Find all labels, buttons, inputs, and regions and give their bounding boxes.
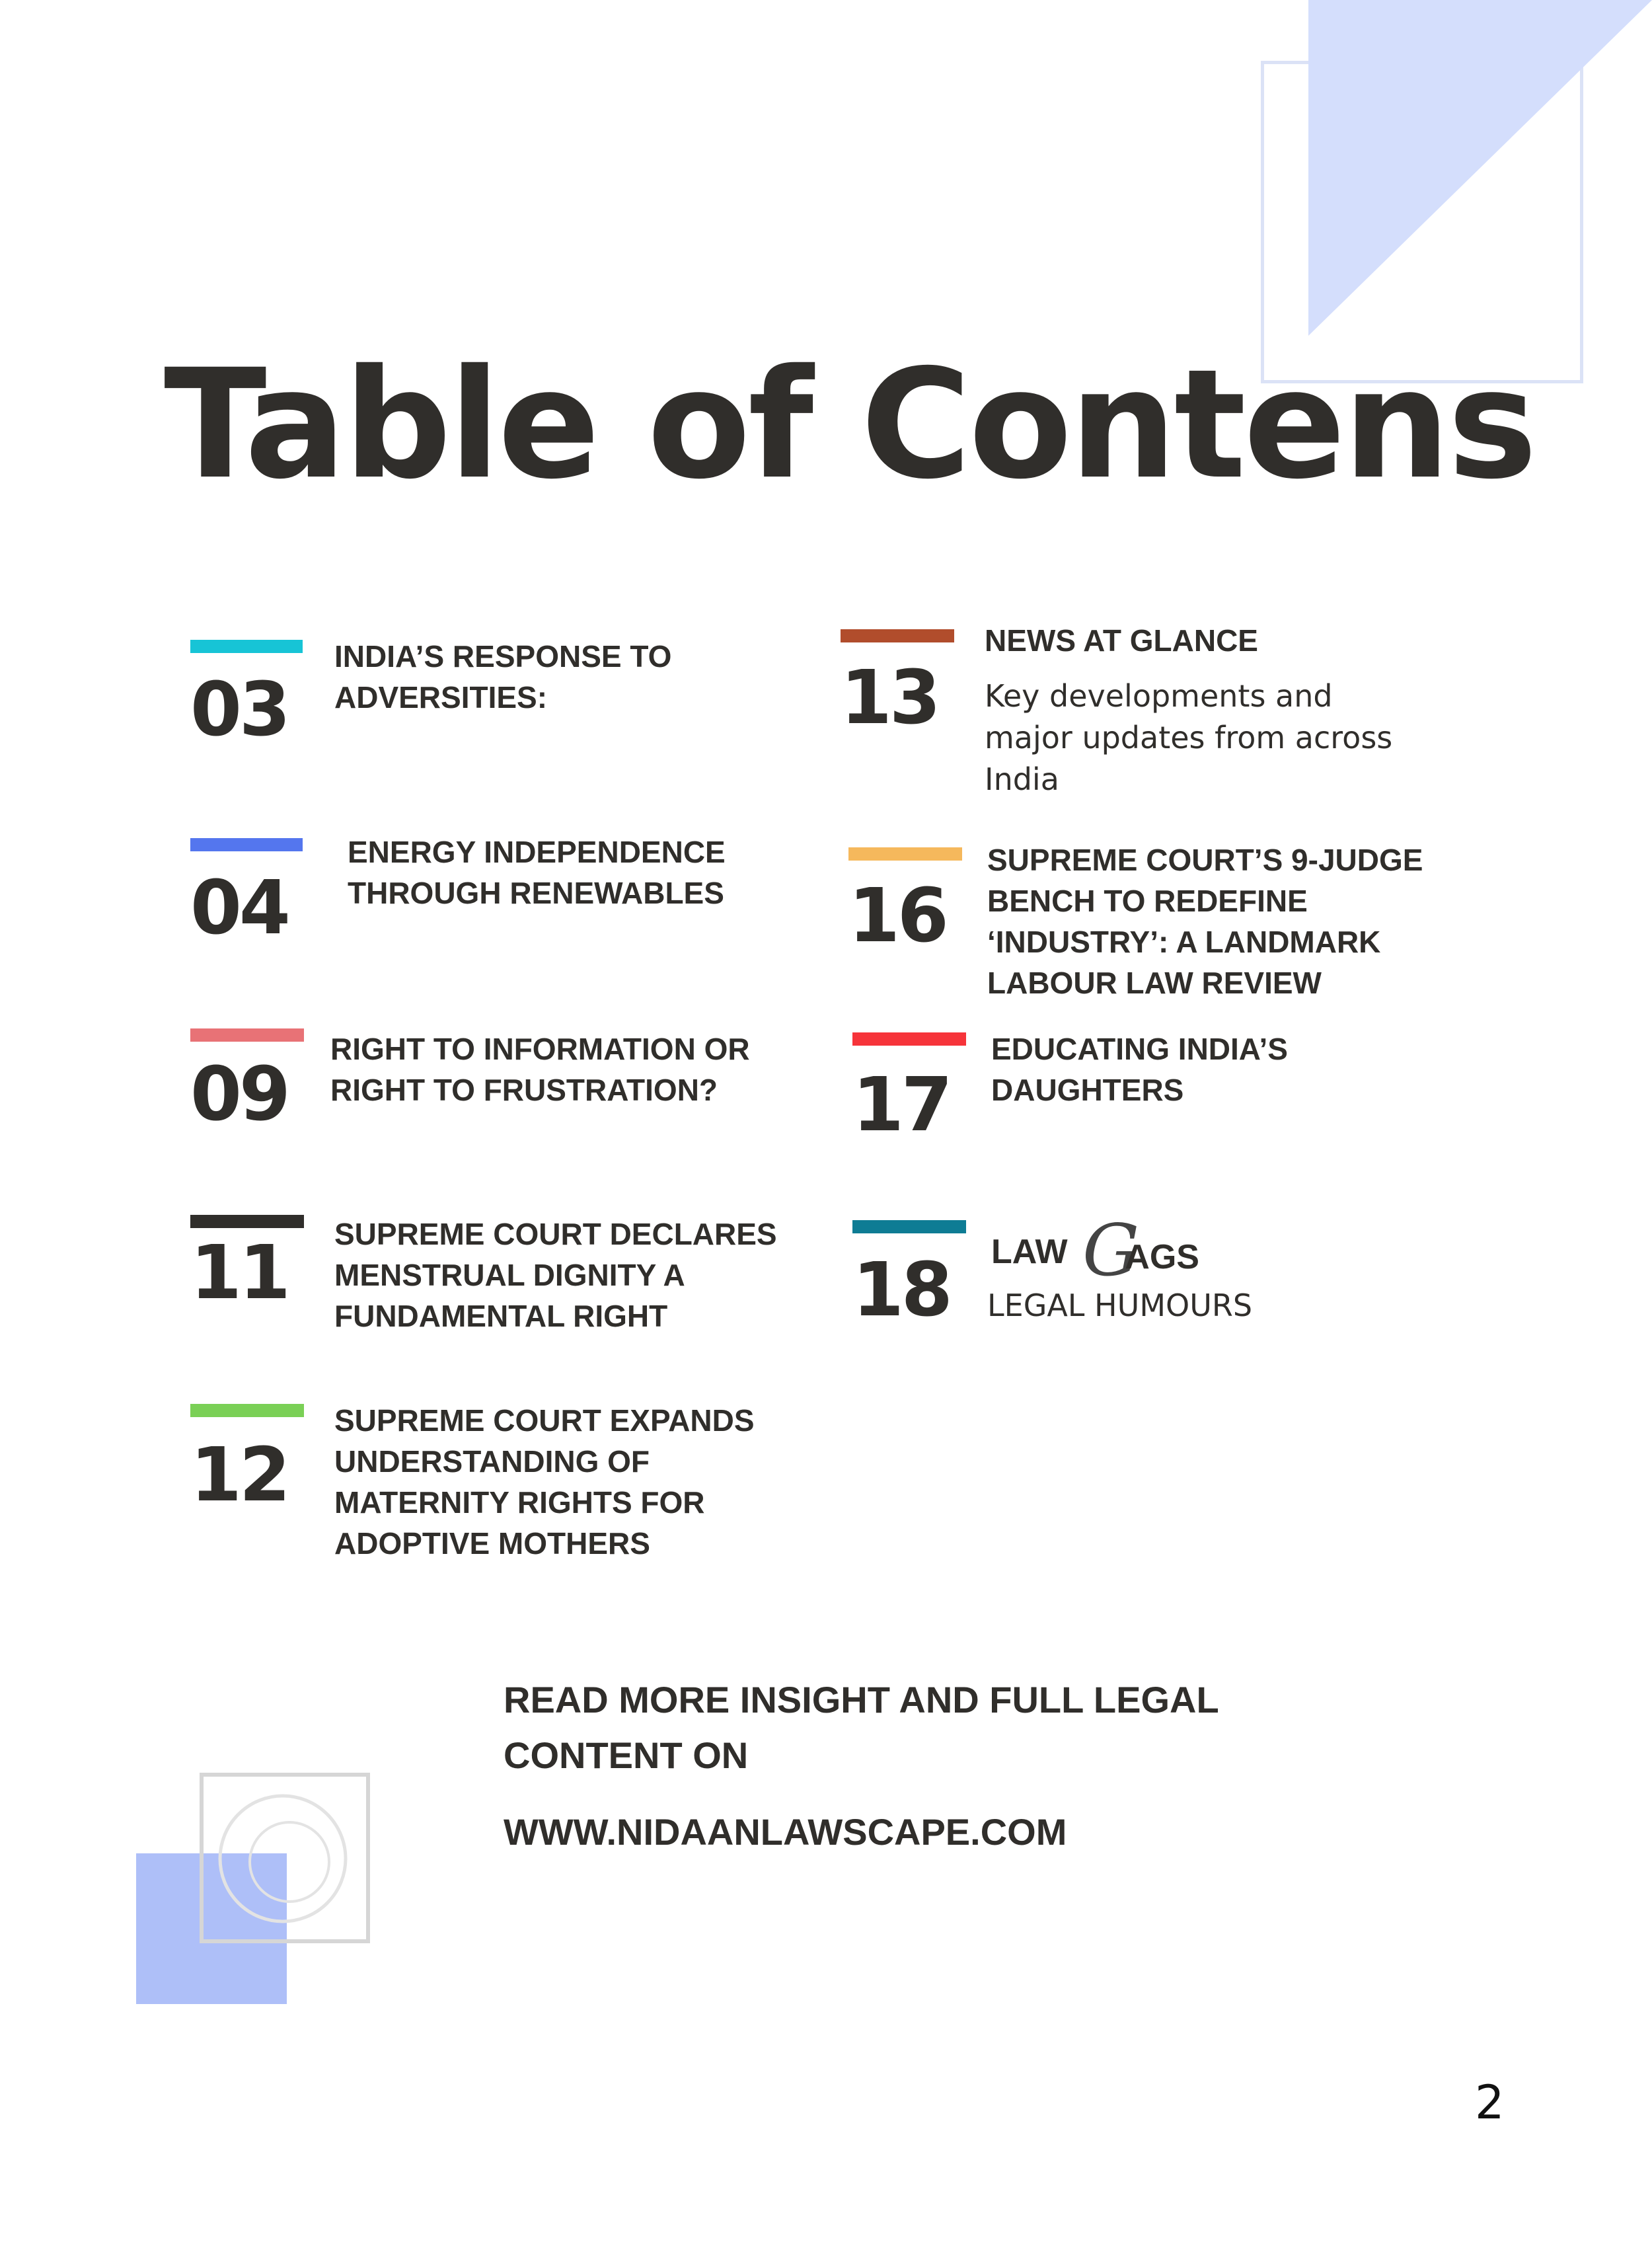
page-number: 2 [1475,2075,1505,2130]
logo-word-law: LAW [991,1233,1068,1271]
entry-number: 04 [190,865,288,951]
entry-number: 12 [190,1432,288,1518]
toc-entry[interactable] [841,623,1475,814]
color-bar [190,640,303,653]
color-bar [190,1404,304,1417]
entry-heading: ENERGY INDEPENDENCE THROUGH RENEWABLES [348,835,726,910]
footer-url[interactable]: WWW.NIDAANLAWSCAPE.COM [504,1811,1067,1853]
toc-entry[interactable] [190,1215,785,1360]
color-bar [190,1028,304,1042]
entry-heading: SUPREME COURT EXPANDS UNDERSTANDING OF MATERNITY RIGHTS FOR ADOPTIVE MOTHERS [334,1403,755,1561]
entry-heading: EDUCATING INDIA’S DAUGHTERS [991,1032,1288,1107]
toc-entry[interactable] [190,1028,785,1147]
law-gags-logo [991,1210,1199,1292]
color-bar [852,1032,966,1046]
color-bar [190,1215,304,1228]
entry-number: 03 [190,667,288,753]
decor-circle-rings [210,1786,356,1931]
entry-heading: SUPREME COURT DECLARES MENSTRUAL DIGNITY A FUNDAMENTAL RIGHT [334,1217,777,1333]
entry-description: Key developments and major updates from across India [985,678,1393,797]
decor-triangle [1308,0,1652,337]
entry-heading: SUPREME COURT’S 9-JUDGE BENCH TO REDEFINE ‘INDUSTRY’: A LANDMARK LABOUR LAW REVIEW [987,843,1423,1000]
toc-entry[interactable] [852,1210,1447,1352]
toc-entry[interactable] [852,1032,1447,1165]
color-bar [190,838,303,851]
footer-read-more: READ MORE INSIGHT AND FULL LEGAL CONTENT ON [504,1679,1219,1776]
entry-heading: INDIA’S RESPONSE TO ADVERSITIES: [334,639,672,715]
entry-number: 11 [190,1230,288,1316]
color-bar [841,629,954,642]
toc-entry[interactable] [848,843,1483,1019]
color-bar [852,1220,966,1233]
entry-description: LEGAL HUMOURS [987,1288,1253,1323]
logo-word-ags: AGS [1125,1238,1199,1276]
entry-number: 13 [841,655,938,741]
logo-script-letter: G [1082,1210,1140,1292]
color-bar [848,847,962,861]
entry-number: 09 [190,1052,288,1138]
page-title: Table of Contens [164,336,1535,512]
toc-entry[interactable] [190,835,785,957]
toc-entry[interactable] [190,640,785,759]
entry-heading: RIGHT TO INFORMATION OR RIGHT TO FRUSTRATION? [330,1032,750,1107]
entry-number: 18 [852,1247,950,1333]
entry-number: 16 [848,873,946,959]
entry-number: 17 [852,1062,950,1148]
toc-entry[interactable] [190,1404,785,1589]
entry-heading: NEWS AT GLANCE [985,623,1258,658]
